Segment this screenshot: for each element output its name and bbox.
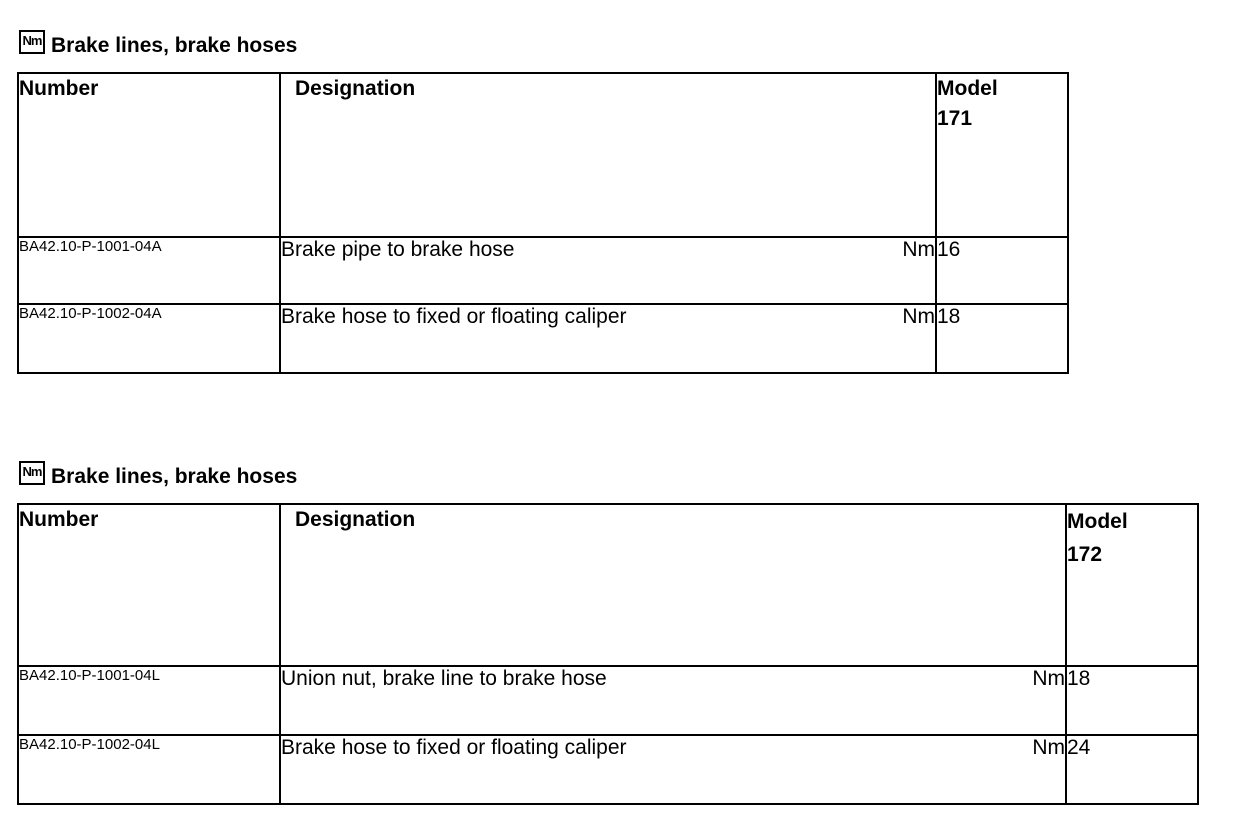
table-row (18, 237, 1068, 304)
row-value: 16 (936, 237, 1068, 304)
row-number: BA42.10-P-1001-04A (18, 237, 280, 304)
row-value: 24 (1066, 735, 1198, 804)
row-designation (280, 237, 936, 304)
section-title-1 (19, 24, 298, 57)
header-model-label: Model (1067, 510, 1128, 533)
table-header-row (18, 73, 1068, 237)
table-header-row (18, 504, 1198, 666)
torque-table-model-172 (17, 503, 1199, 805)
designation-text: Brake pipe to brake hose (281, 238, 515, 261)
unit-label: Nm (902, 238, 935, 261)
row-number: BA42.10-P-1001-04L (18, 666, 280, 735)
row-value: 18 (936, 304, 1068, 373)
row-number: BA42.10-P-1002-04L (18, 735, 280, 804)
row-number: BA42.10-P-1002-04A (18, 304, 280, 373)
section-heading: Brake lines, brake hoses (51, 465, 298, 488)
section-title-2 (19, 455, 298, 488)
unit-label: Nm (1032, 667, 1065, 690)
torque-nm-icon: Nm (19, 461, 45, 485)
header-designation: Designation (280, 504, 1066, 666)
row-designation (280, 666, 1066, 735)
unit-label: Nm (1032, 736, 1065, 759)
header-number: Number (18, 504, 280, 666)
designation-text: Brake hose to fixed or floating caliper (281, 736, 627, 759)
row-designation (280, 735, 1066, 804)
unit-label: Nm (902, 305, 935, 328)
torque-nm-icon: Nm (19, 30, 45, 54)
row-designation (280, 304, 936, 373)
designation-text: Brake hose to fixed or floating caliper (281, 305, 627, 328)
header-designation: Designation (280, 73, 936, 237)
header-model (1066, 504, 1198, 666)
table-row (18, 735, 1198, 804)
table-row (18, 304, 1068, 373)
section-heading: Brake lines, brake hoses (51, 34, 298, 57)
header-model (936, 73, 1068, 237)
table-row (18, 666, 1198, 735)
header-model-number: 172 (1067, 543, 1103, 566)
header-model-number: 171 (937, 107, 973, 130)
header-number: Number (18, 73, 280, 237)
row-value: 18 (1066, 666, 1198, 735)
torque-table-model-171 (17, 72, 1069, 374)
header-model-label: Model (937, 77, 998, 100)
designation-text: Union nut, brake line to brake hose (281, 667, 607, 690)
